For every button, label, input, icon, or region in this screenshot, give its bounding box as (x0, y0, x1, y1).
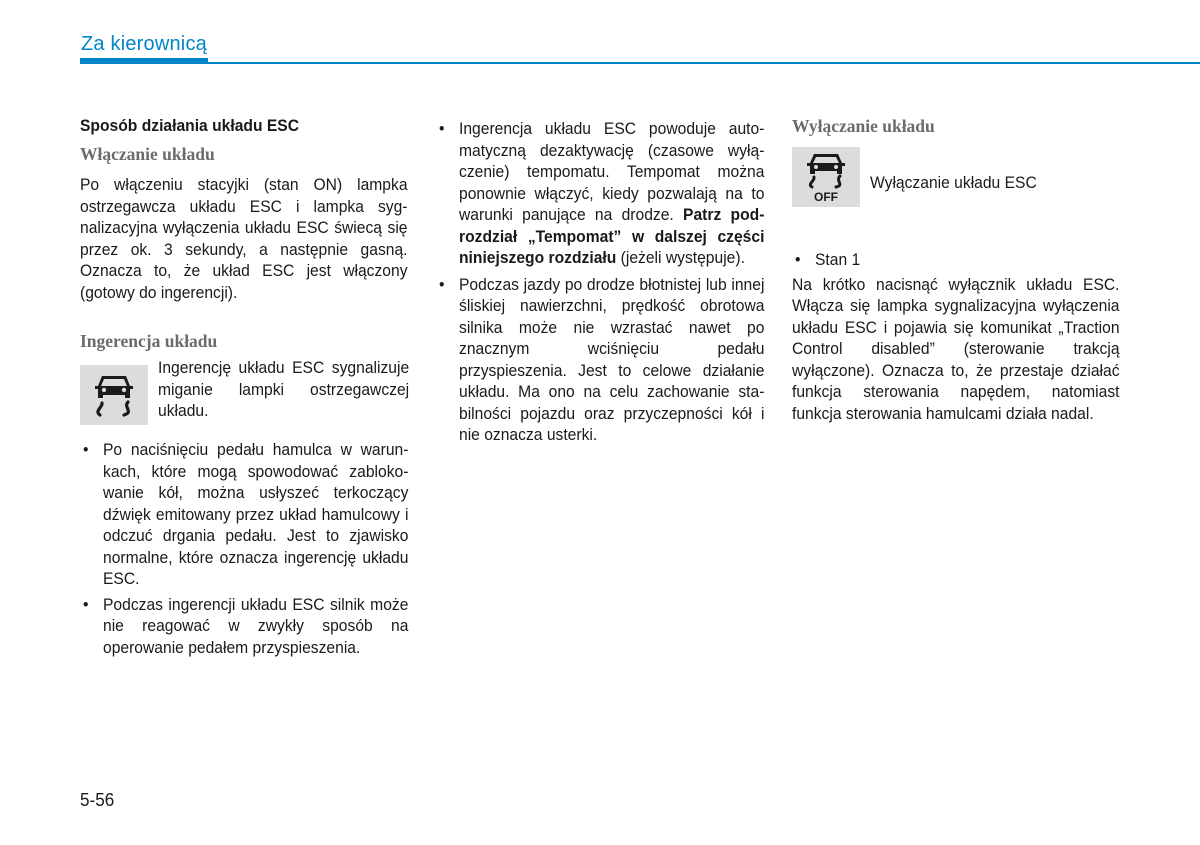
list-item (80, 594, 408, 659)
bullet-dot: • (83, 440, 89, 459)
page-section-title: Za kierownicą (81, 33, 207, 55)
column-1 (80, 116, 408, 658)
bullet-text-part: (jeżeli występuje). (616, 248, 745, 267)
bullet-text: Podczas jazdy po drodze błotnistej lub innej śliskiej nawierzchni, prędkość obrotowa silnika może nie wzrastać nawet po znacznym wciśnięciu pedału przyspieszenia. Jest to celowe działanie układu. Ma ono na celu zachowanie stabilności pojazdu oraz przyczepności kół i nie oznacza usterki. (459, 274, 765, 444)
header-accent-bar (80, 58, 208, 64)
esc-warning-lamp-icon (80, 365, 148, 425)
off-label: OFF (814, 190, 838, 204)
subheading-enable: Włączanie układu (80, 144, 215, 164)
paragraph-disable: Na krótko nacisnąć wyłącznik układu ESC. Włącza się lampka sygnalizacyjna wyłączenia układu ESC i pojawia się komunikat „Traction Control disabled” (sterowanie trakcją wyłączone). Oznacza to, że przestaje działać funkcja sterowania napędem, natomiast funkcja sterowania hamulcami działa nadal. (792, 274, 1120, 423)
bullet-dot: • (83, 594, 89, 614)
bullet-text: Po naciśnięciu pedału hamulca w warunkach, które mogą spowodować zablokowanie kół, można usłyszeć terkoczący dźwięk emitowany przez układ hamulcowy i odczuć drgania pedału. Jest to zjawisko normalne, które oznacza ingerencję układu ESC. (103, 440, 409, 588)
bullet-dot: • (439, 119, 445, 138)
list-item (436, 274, 764, 446)
column-3 (792, 116, 1120, 424)
cross-reference: Patrz podrozdział „Tempomat” w dalszej części niniejszego rozdziału (459, 205, 765, 267)
paragraph-enable: Po włączeniu stacyjki (stan ON) lampka ostrzegawcza układu ESC i lampka sygnalizacyjna wyłączenia układu ESC świecą się przez ok. 3 sekundy, a następnie gasną. Oznacza to, że układ ESC jest włączony (gotowy do ingerencji). (80, 175, 408, 302)
bullet-text: Stan 1 (815, 250, 861, 269)
bullet-dot: • (439, 274, 445, 294)
bullet-text (459, 118, 764, 269)
list-item (80, 439, 408, 590)
bullet-text-part: Ingerencja układu ESC powoduje automatyczną dezaktywację (czasowe wyłączenie) tempomatu. Tempomat można ponownie włączyć, kiedy pozwalają na to warunki panujące na drodze. (459, 119, 765, 224)
esc-off-lamp-icon (792, 147, 860, 207)
list-item (792, 249, 1120, 271)
disable-icon-caption: Wyłączanie układu ESC (870, 173, 1037, 192)
page-number: 5-56 (80, 790, 115, 810)
disable-icon-row (792, 146, 1120, 226)
subheading-disable: Wyłączanie układu (792, 116, 935, 136)
header-rule (208, 62, 1200, 64)
bullet-dot: • (795, 250, 801, 269)
list-item (436, 118, 764, 269)
section-title: Sposób działania układu ESC (80, 116, 300, 135)
intervention-icon-description: Ingerencję układu ESC sygnalizuje miganie lampki ostrzegawczej układu. (158, 358, 410, 420)
intervention-icon-row (80, 358, 410, 439)
column-2 (436, 118, 764, 446)
subheading-intervention: Ingerencja układu (80, 331, 218, 351)
bullet-text: Podczas ingerencji układu ESC silnik może nie reagować w zwykły sposób na operowanie pedałem przyspieszenia. (103, 594, 409, 657)
